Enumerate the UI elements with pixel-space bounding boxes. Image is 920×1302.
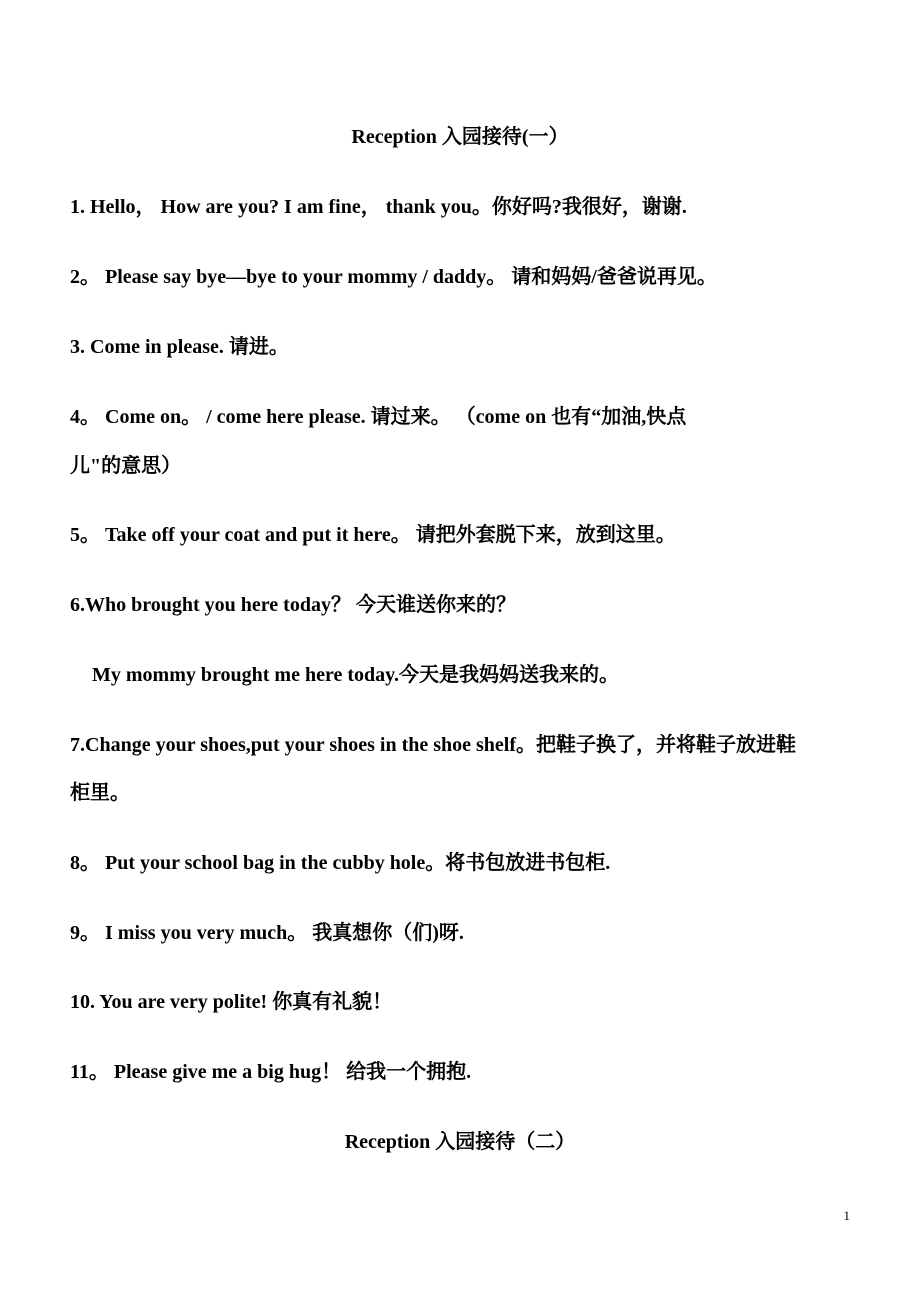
- section-title-1: Reception 入园接待(一）: [351, 126, 569, 148]
- phrase-line-6: 6.Who brought you here today？ 今天谁送你来的？: [70, 594, 516, 616]
- phrase-line-10: 10. You are very polite! 你真有礼貌！: [70, 991, 393, 1013]
- phrase-line-7: 7.Change your shoes,put your shoes in the shoe shelf。把鞋子换了，并将鞋子放进鞋: [70, 734, 797, 756]
- phrase-line-9: 9。 I miss you very much。 我真想你（们)呀.: [70, 922, 464, 944]
- phrase-line-7-cont: 柜里。: [70, 782, 130, 804]
- phrase-line-2: 2。 Please say bye—bye to your mommy / daddy。 请和妈妈/爸爸说再见。: [70, 266, 717, 288]
- phrase-line-1: 1. Hello， How are you? I am fine， thank you。你好吗?我很好，谢谢.: [70, 196, 687, 218]
- phrase-line-8: 8。 Put your school bag in the cubby hole。将书包放进书包柜.: [70, 852, 611, 874]
- phrase-line-4: 4。 Come on。 / come here please. 请过来。 （come on 也有“加油,快点: [70, 406, 687, 428]
- phrase-line-5: 5。 Take off your coat and put it here。 请把外套脱下来，放到这里。: [70, 524, 676, 546]
- section-title-2: Reception 入园接待（二）: [344, 1131, 576, 1153]
- phrase-line-11: 11。 Please give me a big hug！ 给我一个拥抱.: [70, 1061, 472, 1083]
- page-number: 1: [843, 1208, 850, 1223]
- phrase-line-4-cont: 儿"的意思）: [70, 455, 182, 477]
- phrase-line-3: 3. Come in please. 请进。: [70, 336, 289, 358]
- phrase-line-6-answer: My mommy brought me here today.今天是我妈妈送我来的。: [92, 664, 620, 686]
